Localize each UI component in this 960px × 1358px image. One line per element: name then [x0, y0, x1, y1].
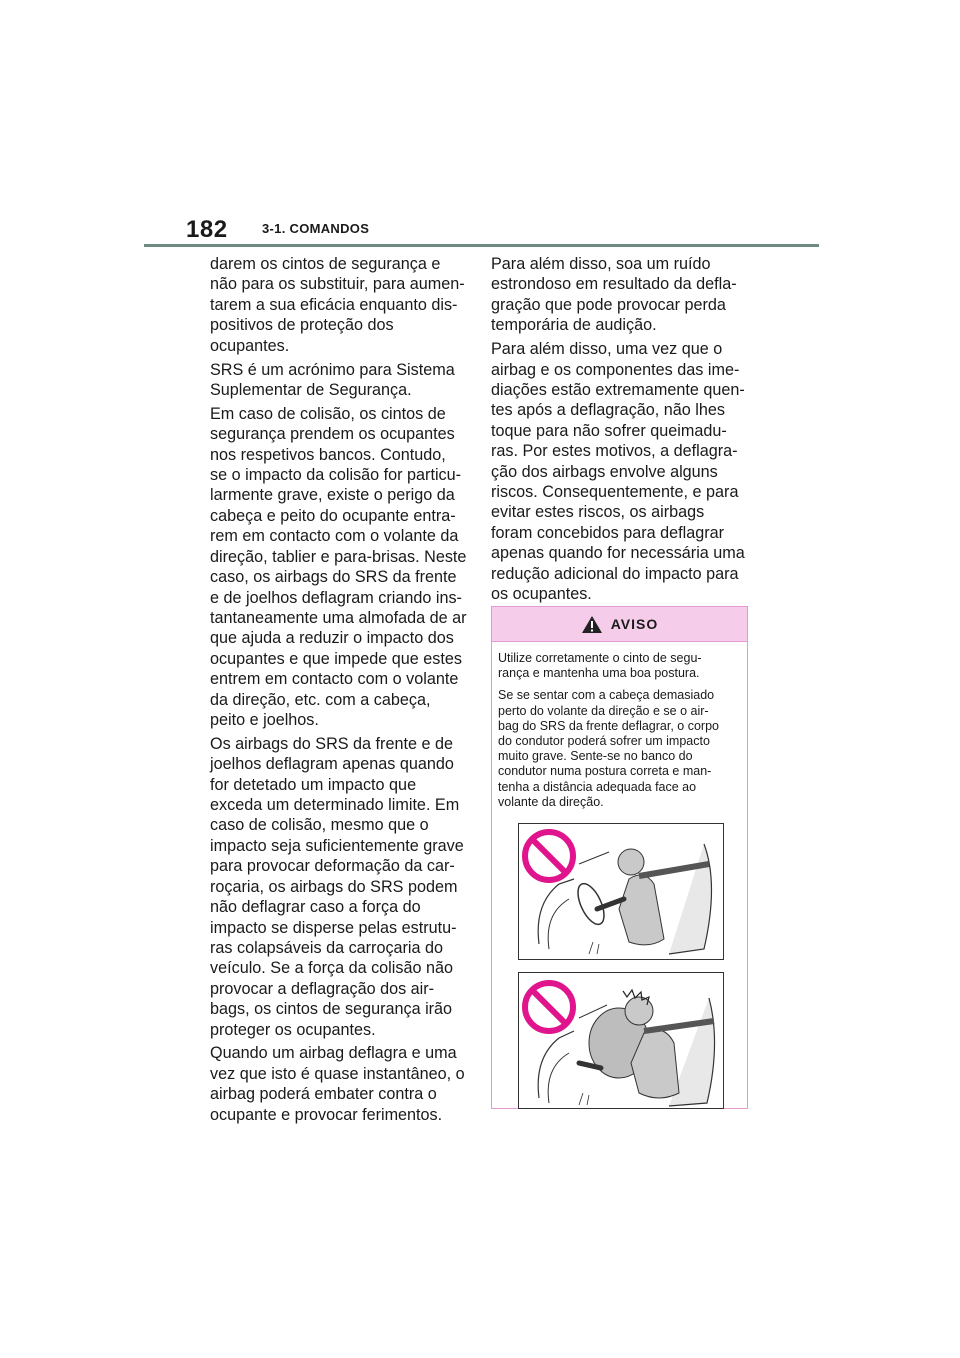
paragraph: Para além disso, soa um ruído estrondoso em resultado da defla- gração que pode provocar perda temporária de audição. — [491, 255, 737, 335]
warning-paragraph: Utilize corretamente o cinto de segu- rança e mantenha uma boa postura. — [498, 651, 702, 681]
paragraph: Em caso de colisão, os cintos de segurança prendem os ocupantes nos respetivos bancos. Contudo, se o impacto da colisão for particu- larmente grave, existe o perigo da cabeça e peito do ocupante entra- rem em contacto com o volante da direção, tablier e para-brisas. Neste caso, os airbags do SRS da frente e de joelhos deflagram criando ins- tantaneamente uma almofada de ar que ajuda a reduzir o impacto dos ocupantes e que impede que estes entrem em contacto com o volante da direção, etc. com a cabeça, peito e joelhos. — [210, 404, 467, 729]
paragraph: Para além disso, uma vez que o airbag e os componentes das ime- diações estão extremamente quen- tes após a deflagração, não lhes toque para não sofrer queimadu- ras. Por estes motivos, a deflagra- ção dos airbags envolve alguns riscos. Consequentemente, e para evitar estes riscos, os airbags foram concebidos para deflagrar apenas quando for necessária uma redução adicional do impacto para os ocupantes. — [491, 340, 745, 603]
prohibition-icon — [525, 832, 573, 880]
left-column — [210, 254, 468, 1129]
prohibition-icon — [525, 983, 573, 1031]
warning-paragraph: Se se sentar com a cabeça demasiado perto do volante da direção e se o air- bag do SRS da frente deflagrar, o corpo do condutor poderá sofrer um impacto muito grave. Sente-se no banco do condutor numa postura correta e man- tenha a distância adequada face ao volante da direção. — [498, 688, 719, 809]
warning-box — [491, 606, 748, 1109]
page-number: 182 — [186, 216, 228, 243]
warning-body — [492, 642, 747, 810]
illustration-driver-too-close — [518, 823, 724, 960]
paragraph: darem os cintos de segurança e não para os substituir, para aumen- tarem a sua eficácia enquanto dis- positivos de proteção dos ocupantes. — [210, 255, 465, 355]
warning-triangle-icon — [581, 615, 603, 634]
right-column — [491, 254, 753, 608]
paragraph: Os airbags do SRS da frente e de joelhos deflagram apenas quando for detetado um impacto que exceda um determinado limite. Em caso de colisão, mesmo que o impacto seja suficientemente grave para provocar deformação da car- roçaria, os airbags do SRS podem não deflagrar caso a força do impacto se disperse pelas estrutu- ras colapsáveis da carroçaria do veículo. Se a força da colisão não provocar a deflagração dos air- bags, os cintos de segurança irão proteger os ocupantes. — [210, 734, 464, 1039]
paragraph: Quando um airbag deflagra e uma vez que isto é quase instantâneo, o airbag poderá embater contra o ocupante e provocar ferimentos. — [210, 1044, 465, 1124]
header-divider — [144, 244, 819, 247]
illustration-airbag-impact — [518, 972, 724, 1109]
warning-header — [492, 607, 747, 642]
paragraph: SRS é um acrónimo para Sistema Suplementar de Segurança. — [210, 360, 455, 399]
warning-title: AVISO — [610, 616, 659, 632]
section-title: 3-1. COMANDOS — [262, 221, 370, 236]
